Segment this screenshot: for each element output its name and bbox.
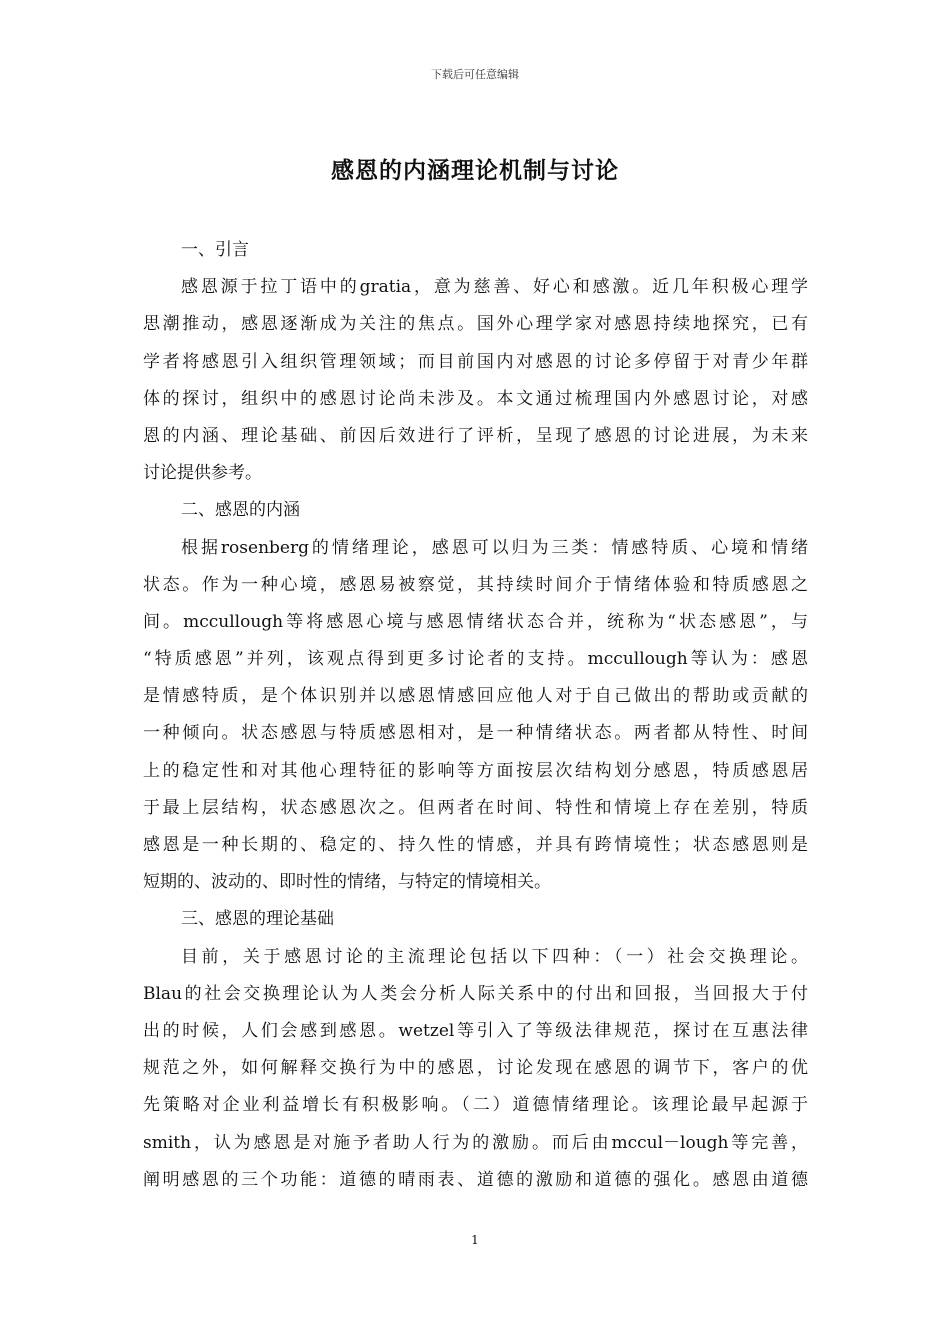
page-number: 1 xyxy=(471,1233,479,1247)
text-line: 感恩是一种长期的、稳定的、持久性的情感，并具有跨情境性；状态感恩则是 xyxy=(143,835,808,855)
text-line: 出的时候，人们会感到感恩。wetzel等引入了等级法律规范，探讨在互惠法律 xyxy=(143,1020,808,1041)
text-line: 体的探讨，组织中的感恩讨论尚未涉及。本文通过梳理国内外感恩讨论，对感 xyxy=(143,388,808,409)
text-line: 是情感特质，是个体识别并以感恩情感回应他人对于自己做出的帮助或贡献的 xyxy=(143,686,808,707)
text-line: 一、引言 xyxy=(181,240,249,260)
header-note: 下载后可任意编辑 xyxy=(431,68,519,81)
text-line: 于最上层结构，状态感恩次之。但两者在时间、特性和情境上存在差别，特质 xyxy=(143,797,808,818)
text-line: 讨论提供参考。 xyxy=(143,463,262,484)
text-line: 思潮推动，感恩逐渐成为关注的焦点。国外心理学家对感恩持续地探究，已有 xyxy=(143,314,808,335)
text-line: 阐明感恩的三个功能：道德的晴雨表、道德的激励和道德的强化。感恩由道德 xyxy=(143,1169,808,1190)
text-line: 二、感恩的内涵 xyxy=(181,500,300,521)
text-line: 一种倾向。状态感恩与特质感恩相对，是一种情绪状态。两者都从特性、时间 xyxy=(143,723,808,744)
text-line: 三、感恩的理论基础 xyxy=(181,909,334,930)
text-line: 规范之外，如何解释交换行为中的感恩，讨论发现在感恩的调节下，客户的优 xyxy=(143,1058,808,1079)
document-title: 感恩的内涵理论机制与讨论 xyxy=(331,157,619,184)
text-line: 先策略对企业利益增长有积极影响。（二）道德情绪理论。该理论最早起源于 xyxy=(143,1095,808,1116)
text-line: 根据rosenberg的情绪理论，感恩可以归为三类：情感特质、心境和情绪 xyxy=(181,537,808,558)
text-line: 上的稳定性和对其他心理特征的影响等方面按层次结构划分感恩，特质感恩居 xyxy=(143,760,808,781)
text-line: 间。mccullough等将感恩心境与感恩情绪状态合并，统称为“状态感恩”，与 xyxy=(143,611,808,632)
text-line: 状态。作为一种心境，感恩易被察觉，其持续时间介于情绪体验和特质感恩之 xyxy=(143,574,808,595)
text-line: 恩的内涵、理论基础、前因后效进行了评析，呈现了感恩的讨论进展，为未来 xyxy=(143,425,808,446)
text-line: “特质感恩”并列，该观点得到更多讨论者的支持。mccullough等认为：感恩 xyxy=(143,649,808,670)
document-body xyxy=(143,232,808,1199)
text-line: Blau的社会交换理论认为人类会分析人际关系中的付出和回报，当回报大于付 xyxy=(143,983,808,1004)
text-line: 短期的、波动的、即时性的情绪，与特定的情境相关。 xyxy=(143,872,551,893)
text-line: 感恩源于拉丁语中的gratia，意为慈善、好心和感激。近几年积极心理学 xyxy=(181,277,808,298)
text-line: 目前，关于感恩讨论的主流理论包括以下四种：（一）社会交换理论。 xyxy=(181,946,808,967)
text-line: smith，认为感恩是对施予者助人行为的激励。而后由mccul－lough等完善， xyxy=(143,1132,808,1153)
text-line: 学者将感恩引入组织管理领域；而目前国内对感恩的讨论多停留于对青少年群 xyxy=(143,351,808,372)
